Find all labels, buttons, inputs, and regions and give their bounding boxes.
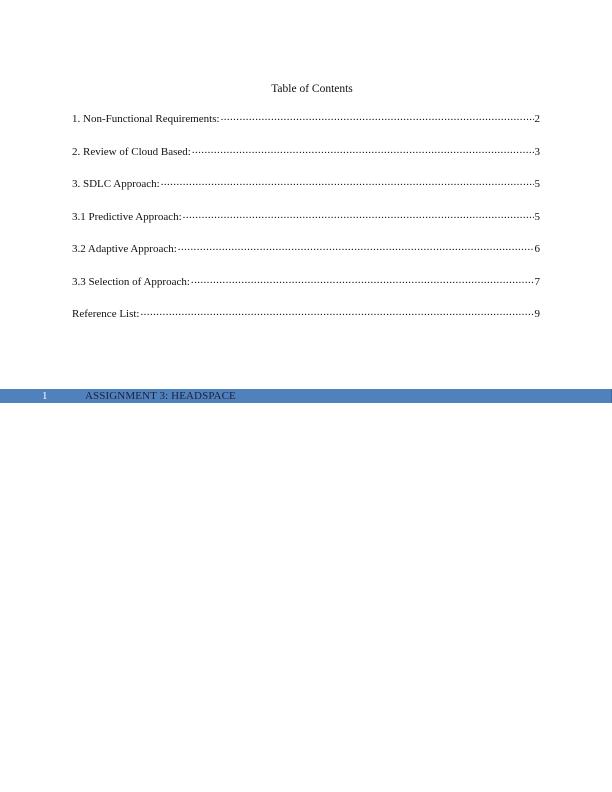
table-of-contents: [72, 110, 540, 338]
toc-entry-reference-list[interactable]: [72, 305, 540, 338]
toc-entry-label: 2. Review of Cloud Based:: [72, 145, 191, 158]
toc-entry-label: 3.1 Predictive Approach:: [72, 210, 182, 223]
toc-dot-leader: [221, 110, 534, 122]
toc-entry-predictive-approach[interactable]: [72, 208, 540, 241]
toc-dot-leader: [192, 143, 534, 155]
toc-entry-page: 5: [534, 178, 540, 190]
footer-running-head: ASSIGNMENT 3: HEADSPACE: [85, 390, 236, 402]
toc-title: Table of Contents: [271, 83, 353, 95]
page-footer-band: [0, 389, 612, 403]
toc-entry-review-of-cloud-based[interactable]: [72, 143, 540, 176]
toc-dot-leader: [178, 240, 534, 252]
toc-entry-sdlc-approach[interactable]: [72, 175, 540, 208]
toc-entry-adaptive-approach[interactable]: [72, 240, 540, 273]
toc-entry-label: 1. Non-Functional Requirements:: [72, 113, 220, 125]
toc-dot-leader: [183, 208, 534, 220]
toc-entry-page: 6: [534, 243, 540, 255]
toc-dot-leader: [161, 175, 534, 187]
toc-entry-label: Reference List:: [72, 308, 140, 320]
toc-entry-page: 9: [534, 308, 540, 320]
toc-entry-label: 3.3 Selection of Approach:: [72, 275, 190, 288]
toc-entry-label: 3. SDLC Approach:: [72, 178, 160, 190]
toc-entry-selection-of-approach[interactable]: [72, 273, 540, 306]
toc-entry-label: 3.2 Adaptive Approach:: [72, 243, 177, 255]
toc-entry-non-functional-requirements[interactable]: [72, 110, 540, 143]
footer-page-number: 1: [42, 390, 48, 402]
toc-entry-page: 3: [534, 145, 540, 158]
toc-dot-leader: [191, 273, 534, 285]
toc-dot-leader: [141, 305, 534, 317]
toc-entry-page: 2: [534, 113, 540, 125]
toc-entry-page: 5: [534, 210, 540, 223]
toc-entry-page: 7: [534, 275, 540, 288]
